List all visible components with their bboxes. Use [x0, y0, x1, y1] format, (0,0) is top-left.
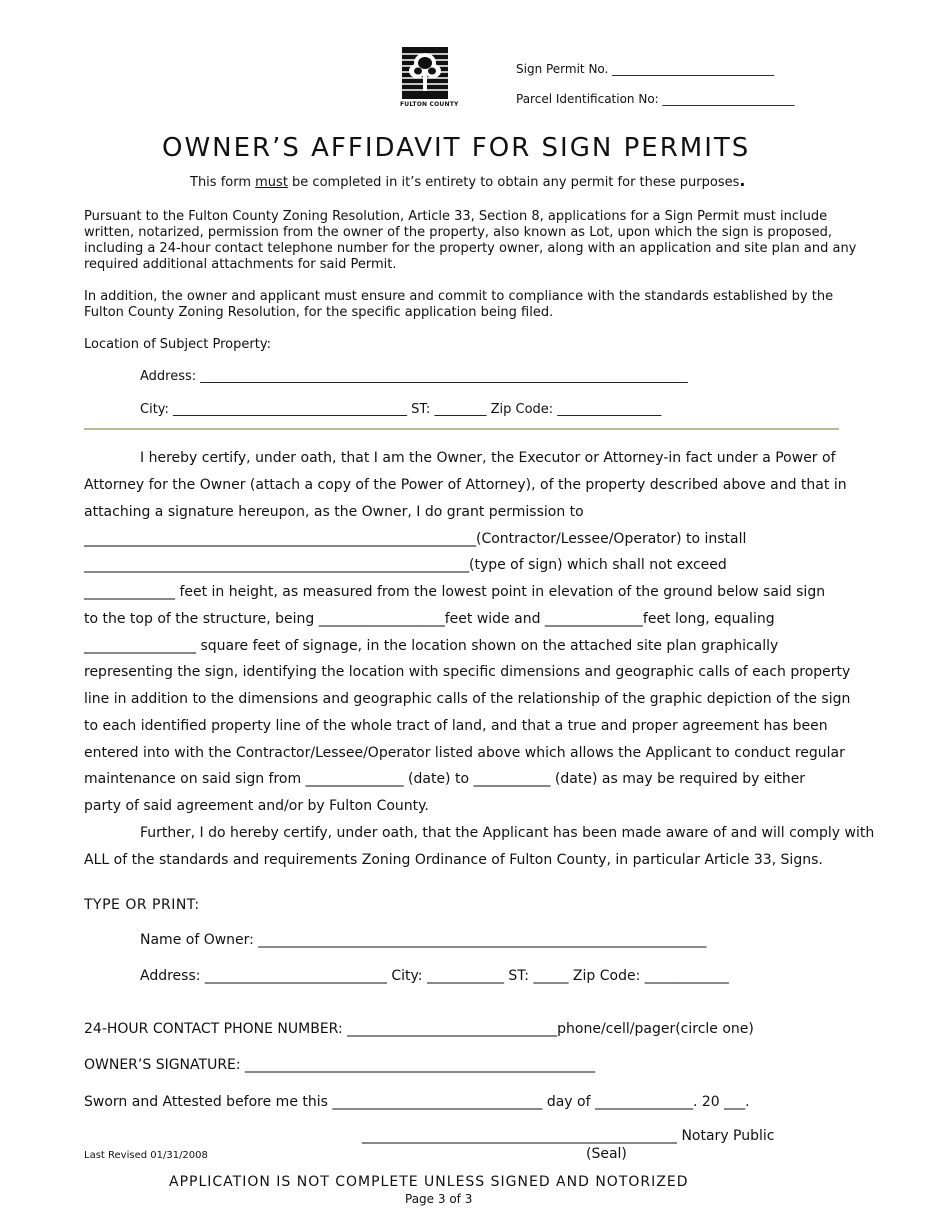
- owner-address-field[interactable]: Address: __________________________ City: ___________ ST: _____ Zip Code: ____________: [140, 968, 729, 984]
- square-feet-field[interactable]: ________________ square feet of signage, in the location shown on the attached site plan graphically: [84, 638, 779, 654]
- seal-label: (Seal): [586, 1146, 627, 1162]
- certify-line-2: Attorney for the Owner (attach a copy of the Power of Attorney), of the property described above and that in: [84, 477, 847, 493]
- subtitle-must: must: [255, 175, 288, 190]
- owner-name-field[interactable]: Name of Owner: ________________________________________________________________: [140, 932, 707, 948]
- sworn-attested-field[interactable]: Sworn and Attested before me this ______________________________ day of ______________. 20 ___.: [84, 1094, 750, 1110]
- width-length-field[interactable]: to the top of the structure, being __________________feet wide and ______________feet long, equaling: [84, 611, 775, 627]
- subtitle: [190, 171, 745, 190]
- tree-logo-icon: [400, 45, 450, 109]
- certify-line-12: entered into with the Contractor/Lessee/Operator listed above which allows the Applicant to conduct regular: [84, 745, 845, 761]
- certify-line-1: I hereby certify, under oath, that I am the Owner, the Executor or Attorney-in fact under a Power of: [140, 450, 836, 466]
- certify-line-9: representing the sign, identifying the location with specific dimensions and geographic calls of each property: [84, 664, 851, 680]
- location-label: Location of Subject Property:: [84, 337, 271, 352]
- certify-line-16: ALL of the standards and requirements Zoning Ordinance of Fulton County, in particular Article 33, Signs.: [84, 852, 823, 868]
- property-address-field[interactable]: Address: ___________________________________________________________________________: [140, 369, 688, 384]
- subtitle-pre: This form: [190, 175, 256, 190]
- certify-line-11: to each identified property line of the whole tract of land, and that a true and proper agreement has been: [84, 718, 828, 734]
- maintenance-dates-field[interactable]: maintenance on said sign from ______________ (date) to ___________ (date) as may be required by either: [84, 771, 806, 787]
- page-number: Page 3 of 3: [405, 1192, 473, 1206]
- sign-permit-no-field[interactable]: Sign Permit No. ___________________________: [516, 62, 775, 76]
- intro-line-1: Pursuant to the Fulton County Zoning Resolution, Article 33, Section 8, applications for a Sign Permit must include: [84, 209, 828, 224]
- intro-line-3: including a 24-hour contact telephone number for the property owner, along with an application and site plan and any: [84, 241, 857, 256]
- intro2-line-2: Fulton County Zoning Resolution, for the specific application being filed.: [84, 305, 554, 320]
- notary-public-field[interactable]: _____________________________________________ Notary Public: [362, 1128, 775, 1144]
- last-revised: Last Revised 01/31/2008: [84, 1150, 208, 1161]
- completion-notice: APPLICATION IS NOT COMPLETE UNLESS SIGNED AND NOTORIZED: [169, 1174, 689, 1190]
- intro-line-4: required additional attachments for said Permit.: [84, 257, 397, 272]
- certify-line-10: line in addition to the dimensions and geographic calls of the relationship of the graphic depiction of the sign: [84, 691, 851, 707]
- property-city-st-zip-field[interactable]: City: ____________________________________ ST: ________ Zip Code: ________________: [140, 402, 662, 417]
- logo-caption: FULTON COUNTY: [400, 101, 459, 108]
- contractor-field[interactable]: ________________________________________________________(Contractor/Lessee/Operator) to install: [84, 531, 747, 547]
- intro2-line-1: In addition, the owner and applicant must ensure and commit to compliance with the standards established by the: [84, 289, 834, 304]
- type-of-sign-field[interactable]: _______________________________________________________(type of sign) which shall not exceed: [84, 557, 727, 573]
- section-divider: [84, 428, 839, 430]
- fulton-county-logo: [400, 45, 459, 109]
- parcel-id-field[interactable]: Parcel Identification No: ______________________: [516, 92, 795, 106]
- contact-phone-field[interactable]: 24-HOUR CONTACT PHONE NUMBER: ______________________________phone/cell/pager(circle one): [84, 1021, 754, 1037]
- subtitle-post: be completed in it’s entirety to obtain any permit for these purposes: [287, 175, 740, 190]
- subtitle-dot: .: [739, 171, 746, 190]
- type-or-print-label: TYPE OR PRINT:: [84, 897, 200, 913]
- certify-line-3: attaching a signature hereupon, as the Owner, I do grant permission to: [84, 504, 584, 520]
- owner-signature-field[interactable]: OWNER’S SIGNATURE: __________________________________________________: [84, 1057, 596, 1073]
- intro-line-2: written, notarized, permission from the owner of the property, also known as Lot, upon which the sign is proposed,: [84, 225, 832, 240]
- certify-line-14: party of said agreement and/or by Fulton County.: [84, 798, 429, 814]
- page-title: OWNER’S AFFIDAVIT FOR SIGN PERMITS: [162, 133, 751, 163]
- height-field[interactable]: _____________ feet in height, as measured from the lowest point in elevation of the ground below said sign: [84, 584, 826, 600]
- certify-line-15: Further, I do hereby certify, under oath, that the Applicant has been made aware of and will comply with: [140, 825, 875, 841]
